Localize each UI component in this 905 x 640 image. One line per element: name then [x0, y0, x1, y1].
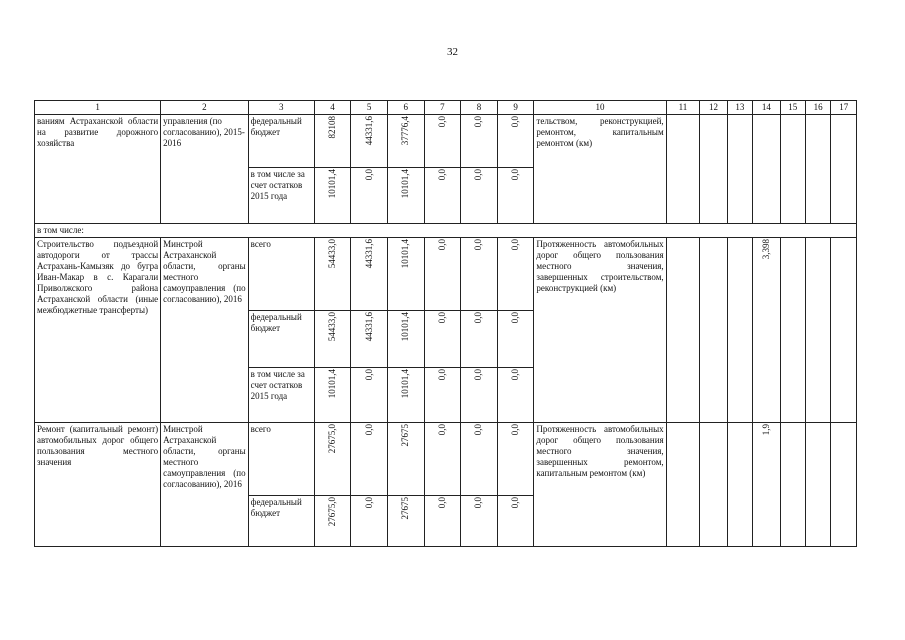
- table-row: [35, 224, 857, 238]
- measure-name: Ремонт (капитальный ремонт) автомобильных дорог общего пользования местного значения: [35, 423, 161, 547]
- empty-cell: [805, 115, 830, 224]
- empty-cell: [805, 238, 830, 423]
- value-cell: 0,0: [497, 368, 534, 423]
- header-cell: 7: [424, 101, 461, 115]
- header-cell: 3: [248, 101, 314, 115]
- value-cell: 10101,4: [387, 238, 424, 311]
- value-cell: 0,0: [424, 168, 461, 224]
- empty-cell: [700, 238, 727, 423]
- value-cell: 10101,4: [314, 168, 351, 224]
- value-cell: 0,0: [424, 496, 461, 547]
- value-cell: 0,0: [461, 496, 498, 547]
- header-cell: 9: [497, 101, 534, 115]
- value-cell: 0,0: [424, 238, 461, 311]
- value-cell: 10101,4: [387, 168, 424, 224]
- indicator: тельством, реконструкцией, ремонтом, капитальным ремонтом (км): [534, 115, 666, 224]
- value-cell: 0,0: [461, 168, 498, 224]
- empty-cell: [727, 115, 752, 224]
- empty-cell: [805, 423, 830, 547]
- header-cell: 15: [780, 101, 805, 115]
- table-row: [35, 238, 857, 311]
- header-cell: 12: [700, 101, 727, 115]
- value-cell: 0,0: [497, 168, 534, 224]
- header-cell: 10: [534, 101, 666, 115]
- value-cell: 0,0: [424, 115, 461, 168]
- empty-cell: [780, 115, 805, 224]
- value-cell: 0,0: [461, 423, 498, 496]
- value-cell: 10101,4: [314, 368, 351, 423]
- header-cell: 1: [35, 101, 161, 115]
- indicator: Протяженность автомобильных дорог общего пользования местного значения, завершенных строительством, реконструкцией (км): [534, 238, 666, 423]
- empty-cell: [831, 238, 857, 423]
- value-cell: 0,0: [424, 423, 461, 496]
- value-cell: 0,0: [351, 168, 388, 224]
- value-cell: 0,0: [424, 368, 461, 423]
- value-cell: 27675,0: [314, 423, 351, 496]
- value-cell: 10101,4: [387, 368, 424, 423]
- value-cell: 0,0: [461, 238, 498, 311]
- header-cell: 6: [387, 101, 424, 115]
- value-cell: 44331,6: [351, 238, 388, 311]
- value-cell: 0,0: [351, 423, 388, 496]
- funding-source: всего: [248, 423, 314, 496]
- table-row: [35, 423, 857, 496]
- value-cell: 54433,0: [314, 238, 351, 311]
- table-row: [35, 115, 857, 168]
- program-table: [34, 100, 857, 547]
- empty-cell: [780, 423, 805, 547]
- funding-source: федеральный бюджет: [248, 311, 314, 368]
- empty-cell: [727, 423, 752, 547]
- empty-cell: [666, 238, 700, 423]
- value-cell: 0,0: [424, 311, 461, 368]
- empty-cell: [700, 115, 727, 224]
- header-cell: 2: [161, 101, 248, 115]
- empty-cell: [727, 238, 752, 423]
- funding-source: федеральный бюджет: [248, 115, 314, 168]
- value-cell: 37776,4: [387, 115, 424, 168]
- empty-cell: [700, 423, 727, 547]
- including-label: в том числе:: [35, 224, 857, 238]
- empty-cell: [780, 238, 805, 423]
- value-cell: 0,0: [461, 311, 498, 368]
- funding-source: федеральный бюджет: [248, 496, 314, 547]
- header-cell: 17: [831, 101, 857, 115]
- empty-cell: [753, 115, 780, 224]
- value-cell: 0,0: [461, 115, 498, 168]
- header-cell: 14: [753, 101, 780, 115]
- value-cell: 0,0: [497, 311, 534, 368]
- funding-source: всего: [248, 238, 314, 311]
- indicator-value: 3,398: [753, 238, 780, 423]
- value-cell: 0,0: [497, 238, 534, 311]
- header-cell: 5: [351, 101, 388, 115]
- value-cell: 54433,0: [314, 311, 351, 368]
- header-row: [35, 101, 857, 115]
- empty-cell: [666, 115, 700, 224]
- measure-name: ваниям Астраханской области на развитие дорожного хозяйства: [35, 115, 161, 224]
- header-cell: 4: [314, 101, 351, 115]
- value-cell: 44331,6: [351, 115, 388, 168]
- indicator: Протяженность автомобильных дорог общего пользования местного значения, завершенных ремонтом, капитальным ремонтом (км): [534, 423, 666, 547]
- value-cell: 27675: [387, 496, 424, 547]
- header-cell: 16: [805, 101, 830, 115]
- value-cell: 0,0: [351, 496, 388, 547]
- value-cell: 0,0: [351, 368, 388, 423]
- header-cell: 11: [666, 101, 700, 115]
- value-cell: 0,0: [461, 368, 498, 423]
- value-cell: 27675: [387, 423, 424, 496]
- header-cell: 8: [461, 101, 498, 115]
- value-cell: 82108: [314, 115, 351, 168]
- measure-name: Строительство подъездной автодороги от трассы Астрахань-Камызяк до бугра Иван-Макар в с. Карагали Приволжского района Астраханской области (иные межбюджетные трансферты): [35, 238, 161, 423]
- value-cell: 0,0: [497, 115, 534, 168]
- value-cell: 10101,4: [387, 311, 424, 368]
- executor: Минстрой Астраханской области, органы местного самоуправления (по согласованию), 2016: [161, 238, 248, 423]
- page-number: 32: [447, 46, 458, 58]
- header-cell: 13: [727, 101, 752, 115]
- indicator-value: 1,9: [753, 423, 780, 547]
- executor: управления (по согласованию), 2015-2016: [161, 115, 248, 224]
- value-cell: 0,0: [497, 423, 534, 496]
- funding-source: в том числе за счет остатков 2015 года: [248, 368, 314, 423]
- empty-cell: [831, 423, 857, 547]
- value-cell: 0,0: [497, 496, 534, 547]
- executor: Минстрой Астраханской области, органы местного самоуправления (по согласованию), 2016: [161, 423, 248, 547]
- funding-source: в том числе за счет остатков 2015 года: [248, 168, 314, 224]
- empty-cell: [831, 115, 857, 224]
- empty-cell: [666, 423, 700, 547]
- value-cell: 44331,6: [351, 311, 388, 368]
- value-cell: 27675,0: [314, 496, 351, 547]
